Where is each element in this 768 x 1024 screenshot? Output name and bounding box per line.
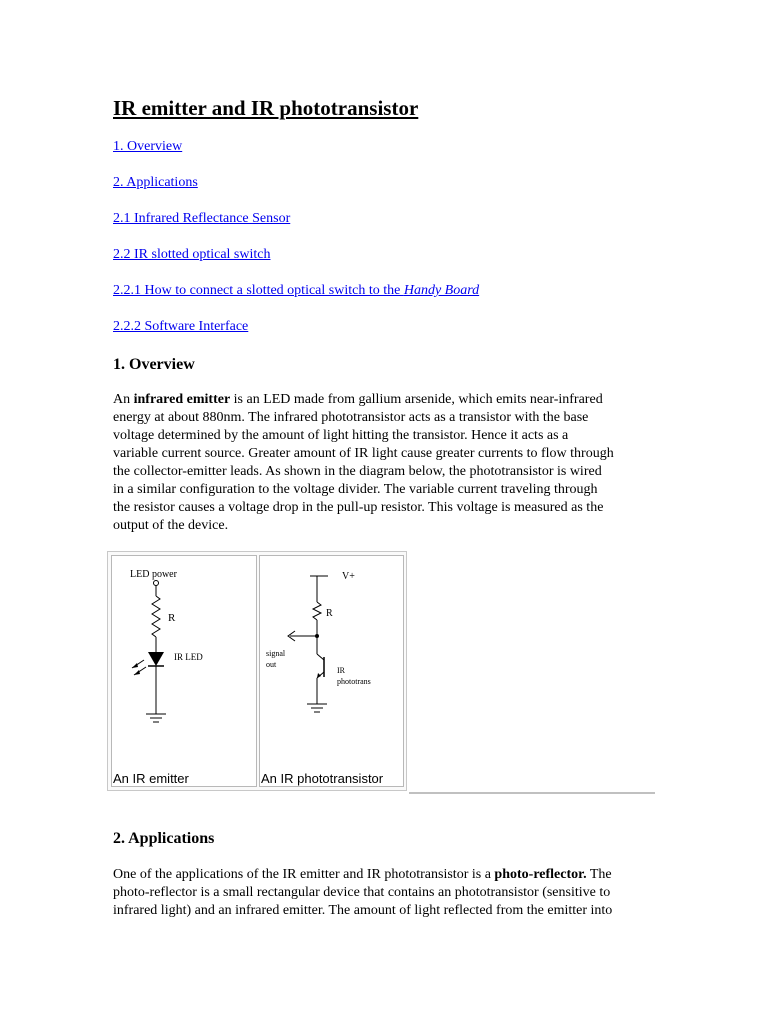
device-label: IR <box>337 666 345 675</box>
applications-paragraph <box>113 866 658 920</box>
paragraph-line: the resistor causes a voltage drop in the pull-up resistor. This voltage is measured as the <box>113 500 604 515</box>
signal-label: signal <box>266 649 286 658</box>
toc-item <box>113 282 479 318</box>
paragraph-line: output of the device. <box>113 518 229 533</box>
paragraph-line <box>113 391 658 409</box>
paragraph-text: is an LED made from gallium arsenide, which emits near-infrared <box>230 392 603 407</box>
section-heading-applications: 2. Applications <box>113 830 215 847</box>
paragraph-text: One of the applications of the IR emitter and IR phototransistor is a <box>113 867 495 882</box>
paragraph-line: infrared light) and an infrared emitter. The amount of light reflected from the emitter into <box>113 903 613 918</box>
toc-item <box>113 246 479 282</box>
ir-emitter-figure <box>111 555 257 787</box>
resistor-label: R <box>326 608 333 619</box>
toc-link-applications[interactable]: 2. Applications <box>113 175 198 190</box>
toc-link-text: 2.2.1 How to connect a slotted optical switch to the <box>113 283 404 298</box>
page-title: IR emitter and IR phototransistor <box>113 96 419 120</box>
toc-link-connect-handy-board[interactable] <box>113 283 479 298</box>
bold-term: infrared emitter <box>133 392 231 407</box>
led-diode-icon <box>148 652 164 666</box>
overview-paragraph <box>113 391 658 535</box>
toc-item <box>113 210 479 246</box>
paragraph-line: in a similar configuration to the voltage divider. The variable current traveling through <box>113 482 598 497</box>
section-heading-overview: 1. Overview <box>113 356 195 373</box>
ir-phototransistor-figure <box>259 555 404 787</box>
led-power-label: LED power <box>130 569 177 580</box>
paragraph-text: An <box>113 392 134 407</box>
paragraph-line: photo-reflector is a small rectangular device that contains an phototransistor (sensitive to <box>113 885 611 900</box>
paragraph-line: voltage determined by the amount of light hitting the transistor. Hence it acts as a <box>113 428 569 443</box>
paragraph-line: the collector-emitter leads. As shown in the diagram below, the phototransistor is wired <box>113 464 602 479</box>
table-of-contents <box>113 138 479 354</box>
paragraph-line <box>113 866 658 884</box>
horizontal-divider <box>409 792 655 794</box>
ir-led-label: IR LED <box>174 652 203 662</box>
paragraph-line: energy at about 880nm. The infrared phototransistor acts as a transistor with the base <box>113 410 589 425</box>
bold-term: photo-reflector. <box>494 867 587 882</box>
supply-label: V+ <box>342 571 355 582</box>
toc-link-overview[interactable]: 1. Overview <box>113 139 183 154</box>
paragraph-line: variable current source. Greater amount of IR light cause greater currents to flow through <box>113 446 614 461</box>
figure-table <box>107 551 407 791</box>
resistor-label: R <box>168 612 176 624</box>
ir-phototransistor-caption: An IR phototransistor <box>261 771 384 786</box>
toc-item <box>113 138 479 174</box>
ir-phototransistor-schematic <box>260 556 405 768</box>
toc-item <box>113 318 479 354</box>
toc-link-slotted-optical-switch[interactable]: 2.2 IR slotted optical switch <box>113 247 271 262</box>
toc-link-infrared-reflectance-sensor[interactable]: 2.1 Infrared Reflectance Sensor <box>113 211 291 226</box>
toc-link-software-interface[interactable]: 2.2.2 Software Interface <box>113 319 249 334</box>
device-label: phototrans <box>337 677 371 686</box>
ir-emitter-caption: An IR emitter <box>113 771 189 786</box>
paragraph-text: The <box>586 867 612 882</box>
signal-label: out <box>266 660 277 669</box>
ir-emitter-schematic <box>112 556 258 768</box>
toc-item <box>113 174 479 210</box>
toc-link-italic-text: Handy Board <box>403 283 480 298</box>
